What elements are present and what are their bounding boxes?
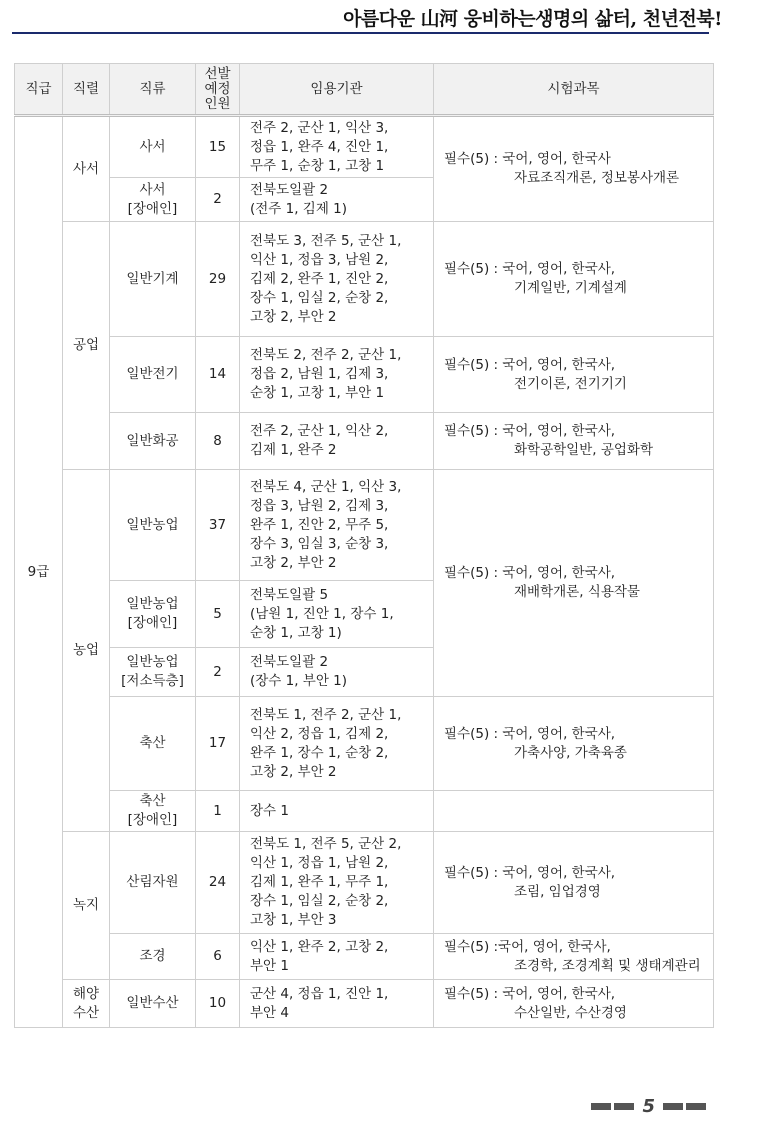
subjects-line: 재배학개론, 식용작물 (514, 584, 640, 600)
kind-cell: 축산 (110, 697, 196, 791)
subjects-empty (434, 791, 714, 832)
kind-cell: 일반화공 (110, 413, 196, 470)
agency-cell: 익산 1, 완주 2, 고창 2, 부안 1 (240, 934, 434, 980)
table-row (15, 413, 714, 470)
count-cell: 8 (196, 413, 240, 470)
agency-cell: 전북도 3, 전주 5, 군산 1, 익산 1, 정읍 3, 남원 2, 김제 2, 완주 1, 진안 2, 장수 1, 임실 2, 순창 2, 고창 2, 부안 2 (240, 222, 434, 337)
header-series: 직렬 (63, 64, 110, 116)
kind-cell: 일반기계 (110, 222, 196, 337)
subjects-livestock (434, 697, 714, 791)
series-marine: 해양 수산 (63, 980, 110, 1028)
subjects-line: 필수(5) : 국어, 영어, 한국사, (444, 261, 616, 277)
table-row (15, 980, 714, 1028)
header-count: 선발 예정 인원 (196, 64, 240, 116)
table-header-row (15, 64, 714, 116)
banner-rule (12, 32, 709, 34)
table-row (15, 222, 714, 337)
count-cell: 2 (196, 648, 240, 697)
count-cell: 6 (196, 934, 240, 980)
subjects-line: 조경학, 조경계획 및 생태계관리 (514, 957, 701, 974)
count-cell: 5 (196, 581, 240, 648)
agency-cell: 전주 2, 군산 1, 익산 3, 정읍 1, 완주 4, 진안 1, 무주 1, 순창 1, 고창 1 (240, 116, 434, 178)
subjects-line: 필수(5) : 국어, 영어, 한국사, (444, 864, 616, 881)
agency-cell: 군산 4, 정읍 1, 진안 1, 부안 4 (240, 980, 434, 1028)
count-cell: 37 (196, 470, 240, 581)
subjects-line: 수산일반, 수산경영 (514, 1004, 627, 1021)
subjects-line: 기계일반, 기계설계 (514, 280, 627, 296)
header-kind: 직류 (110, 64, 196, 116)
agency-cell: 전북도일괄 5 (남원 1, 진안 1, 장수 1, 순창 1, 고창 1) (240, 581, 434, 648)
subjects-line: 필수(5) : 국어, 영어, 한국사 (444, 151, 611, 167)
kind-cell: 사서 (110, 116, 196, 178)
subjects-line: 필수(5) : 국어, 영어, 한국사, (444, 423, 616, 439)
table-row (15, 697, 714, 791)
table-row (15, 791, 714, 832)
subjects-line: 화학공학일반, 공업화학 (514, 442, 653, 458)
subjects-line: 필수(5) :국어, 영어, 한국사, (444, 938, 611, 955)
series-agriculture: 농업 (63, 470, 110, 832)
page-footer (591, 1096, 706, 1117)
table-row (15, 934, 714, 980)
agency-cell: 전북도 1, 전주 5, 군산 2, 익산 1, 정읍 1, 남원 2, 김제 1, 완주 1, 무주 1, 장수 1, 임실 2, 순창 2, 고창 1, 부안 3 (240, 832, 434, 934)
subjects-agri (434, 470, 714, 697)
count-cell: 10 (196, 980, 240, 1028)
table-row (15, 470, 714, 581)
count-cell: 17 (196, 697, 240, 791)
subjects-fish (434, 980, 714, 1028)
footer-bar-decoration (614, 1103, 634, 1110)
subjects-line: 필수(5) : 국어, 영어, 한국사, (444, 725, 616, 742)
agency-cell: 전북도일괄 2 (장수 1, 부안 1) (240, 648, 434, 697)
recruitment-table (14, 63, 714, 1028)
subjects-line: 자료조직개론, 정보봉사개론 (514, 170, 680, 186)
subjects-line: 전기이론, 전기기기 (514, 375, 627, 392)
header-agency: 임용기관 (240, 64, 434, 116)
subjects-line: 가축사양, 가축육종 (514, 744, 627, 761)
agency-cell: 전북도 4, 군산 1, 익산 3, 정읍 3, 남원 2, 김제 3, 완주 1, 진안 2, 무주 5, 장수 3, 임실 3, 순창 3, 고창 2, 부안 2 (240, 470, 434, 581)
header-grade: 직급 (15, 64, 63, 116)
table-row (15, 832, 714, 934)
page-number: 5 (642, 1096, 655, 1117)
count-cell: 24 (196, 832, 240, 934)
count-cell: 14 (196, 337, 240, 413)
subjects-landscape (434, 934, 714, 980)
agency-cell: 전북도 1, 전주 2, 군산 1, 익산 2, 정읍 1, 김제 2, 완주 1, 장수 1, 순창 2, 고창 2, 부안 2 (240, 697, 434, 791)
kind-cell: 일반농업 (110, 470, 196, 581)
header-subjects: 시험과목 (434, 64, 714, 116)
count-cell: 1 (196, 791, 240, 832)
kind-cell: 축산 [장애인] (110, 791, 196, 832)
kind-cell: 일반농업 [장애인] (110, 581, 196, 648)
subjects-line: 필수(5) : 국어, 영어, 한국사, (444, 356, 616, 373)
count-cell: 15 (196, 116, 240, 178)
subjects-line: 필수(5) : 국어, 영어, 한국사, (444, 985, 616, 1002)
banner-slogan: 아름다운 山河 웅비하는생명의 삶터, 천년전북! (343, 8, 722, 30)
subjects-chemical (434, 413, 714, 470)
kind-cell: 사서 [장애인] (110, 178, 196, 222)
kind-cell: 산림자원 (110, 832, 196, 934)
kind-cell: 일반수산 (110, 980, 196, 1028)
subjects-line: 필수(5) : 국어, 영어, 한국사, (444, 565, 616, 581)
subjects-line: 조림, 임업경영 (514, 883, 601, 900)
series-green: 녹지 (63, 832, 110, 980)
subjects-electric (434, 337, 714, 413)
subjects-forest (434, 832, 714, 934)
grade-cell: 9급 (15, 116, 63, 1028)
subjects-machine (434, 222, 714, 337)
count-cell: 2 (196, 178, 240, 222)
subjects-librarian (434, 116, 714, 222)
footer-bar-decoration (686, 1103, 706, 1110)
footer-bar-decoration (591, 1103, 611, 1110)
footer-bar-decoration (663, 1103, 683, 1110)
table-row (15, 116, 714, 178)
table-row (15, 337, 714, 413)
agency-cell: 전북도 2, 전주 2, 군산 1, 정읍 2, 남원 1, 김제 3, 순창 1, 고창 1, 부안 1 (240, 337, 434, 413)
kind-cell: 일반전기 (110, 337, 196, 413)
series-librarian: 사서 (63, 116, 110, 222)
agency-cell: 전북도일괄 2 (전주 1, 김제 1) (240, 178, 434, 222)
agency-cell: 전주 2, 군산 1, 익산 2, 김제 1, 완주 2 (240, 413, 434, 470)
series-engineering: 공업 (63, 222, 110, 470)
kind-cell: 일반농업 [저소득층] (110, 648, 196, 697)
agency-cell: 장수 1 (240, 791, 434, 832)
kind-cell: 조경 (110, 934, 196, 980)
count-cell: 29 (196, 222, 240, 337)
